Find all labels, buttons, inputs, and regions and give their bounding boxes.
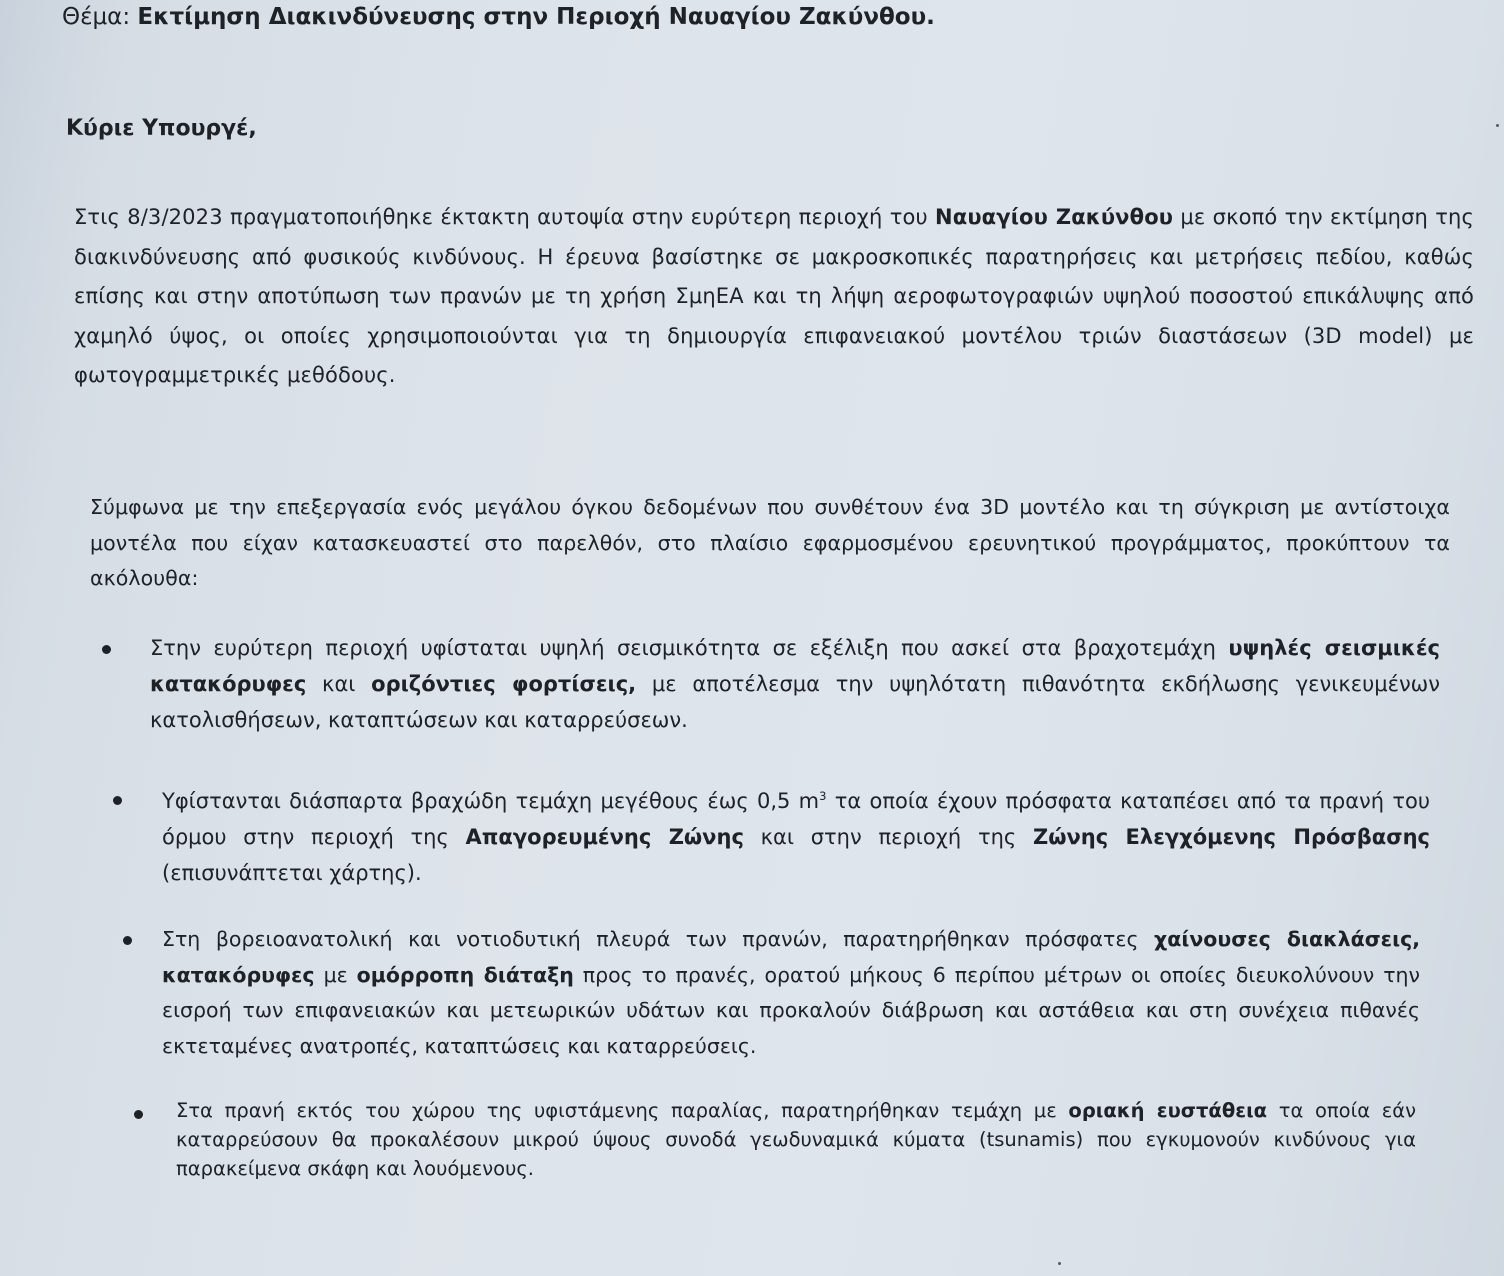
bullet-text [162, 783, 1430, 891]
bullet-text [176, 1096, 1416, 1183]
paper-speck [1058, 1262, 1061, 1265]
bold-text-run: οριζόντιες φορτίσεις, [371, 672, 637, 696]
bullet-icon [102, 645, 111, 654]
bullet-icon [134, 1110, 143, 1119]
bold-text-run: ομόρροπη διάταξη [356, 962, 574, 987]
bold-text-run: υψηλές σεισμικές κατακόρυφες [150, 636, 1440, 696]
paragraph-findings-intro [90, 490, 1450, 597]
paragraph-intro [74, 198, 1474, 396]
bold-text-run: Απαγορευμένης Ζώνης [465, 825, 744, 849]
subject-line [62, 4, 935, 30]
text-run: προς το πρανές, ορατού μήκους 6 περίπου μέτρων οι οποίες διευκολύνουν την εισροή των επιφανειακών και μετεωρικών υδάτων και προκαλούν διάβρωση και αστάθεια και στη συνέχεια πιθανές εκτεταμένες ανατροπές, καταπτώσεις και καταρρεύσεις. [162, 962, 1420, 1058]
text-run: τα οποία εάν καταρρεύσουν θα προκαλέσουν μικρού ύψους συνοδά γεωδυναμικά κύματα (tsunamis) που εγκυμονούν κινδύνους για παρακείμενα σκάφη και λουόμενους. [176, 1099, 1416, 1180]
subject-label: Θέμα: [62, 4, 131, 30]
text-run: και στην περιοχή της [743, 825, 1033, 849]
salutation: Κύριε Υπουργέ, [66, 116, 257, 141]
text-run: (επισυνάπτεται χάρτης). [162, 861, 422, 885]
text-run: και [306, 672, 372, 696]
text-run: Στις 8/3/2023 πραγματοποιήθηκε έκτακτη αυτοψία στην ευρύτερη περιοχή του [74, 205, 936, 229]
text-run: Υφίστανται διάσπαρτα βραχώδη τεμάχη μεγέθους έως 0,5 m [162, 789, 820, 813]
bullet-icon [113, 796, 122, 805]
text-run: Σύμφωνα με την επεξεργασία ενός μεγάλου όγκου δεδομένων που συνθέτουν ένα 3D μοντέλο και τη σύγκριση με αντίστοιχα μοντέλα που είχαν κατασκευαστεί στο παρελθόν, στο πλαίσιο εφαρμοσμένου ερευνητικού προγράμματος, προκύπτουν τα ακόλουθα: [90, 495, 1450, 590]
bullet-icon [123, 936, 132, 945]
text-run: Στη βορειοανατολική και νοτιοδυτική πλευρά των πρανών, παρατηρήθηκαν πρόσφατες [162, 927, 1155, 951]
bold-text-run: οριακή ευστάθεια [1068, 1099, 1268, 1122]
subject-title: Εκτίμηση Διακινδύνευσης στην Περιοχή Ναυαγίου Ζακύνθου. [137, 4, 935, 30]
bold-text-run: χαίνουσες διακλάσεις, κατακόρυφες [162, 927, 1421, 987]
text-run: Στην ευρύτερη περιοχή υφίσταται υψηλή σεισμικότητα σε εξέλιξη που ασκεί στα βραχοτεμάχη [150, 636, 1229, 660]
text-run: με σκοπό την εκτίμηση της διακινδύνευσης από φυσικούς κινδύνους. Η έρευνα βασίστηκε σε μακροσκοπικές παρατηρήσεις και μετρήσεις πεδίου, καθώς επίσης και στην αποτύπωση των πρανών με τη χρήση ΣμηΕΑ και τη λήψη αεροφωτογραφιών υψηλού ποσοστού επικάλυψης από χαμηλό ύψος, οι οποίες χρησιμοποιούνται για τη δημιουργία επιφανειακού μοντέλου τριών διαστάσεων (3D model) με φωτογραμμετρικές μεθόδους. [74, 205, 1474, 387]
bullet-text [150, 630, 1440, 738]
paper-speck [1496, 124, 1499, 127]
bold-text-run: Ζώνης Ελεγχόμενης Πρόσβασης [1032, 825, 1430, 849]
bullet-text [162, 922, 1420, 1064]
text-run: Στα πρανή εκτός του χώρου της υφιστάμενης παραλίας, παρατηρήθηκαν τεμάχη με [176, 1099, 1069, 1122]
text-run: 3 [819, 789, 827, 803]
bold-text-run: Ναυαγίου Ζακύνθου [935, 205, 1174, 229]
text-run: με [314, 962, 357, 987]
text-run: με αποτέλεσμα την υψηλότατη πιθανότητα εκδήλωσης γενικευμένων κατολισθήσεων, καταπτώσεων και καταρρεύσεων. [150, 672, 1440, 732]
text-run: τα οποία έχουν πρόσφατα καταπέσει από τα πρανή του όρμου στην περιοχή της [162, 789, 1430, 849]
